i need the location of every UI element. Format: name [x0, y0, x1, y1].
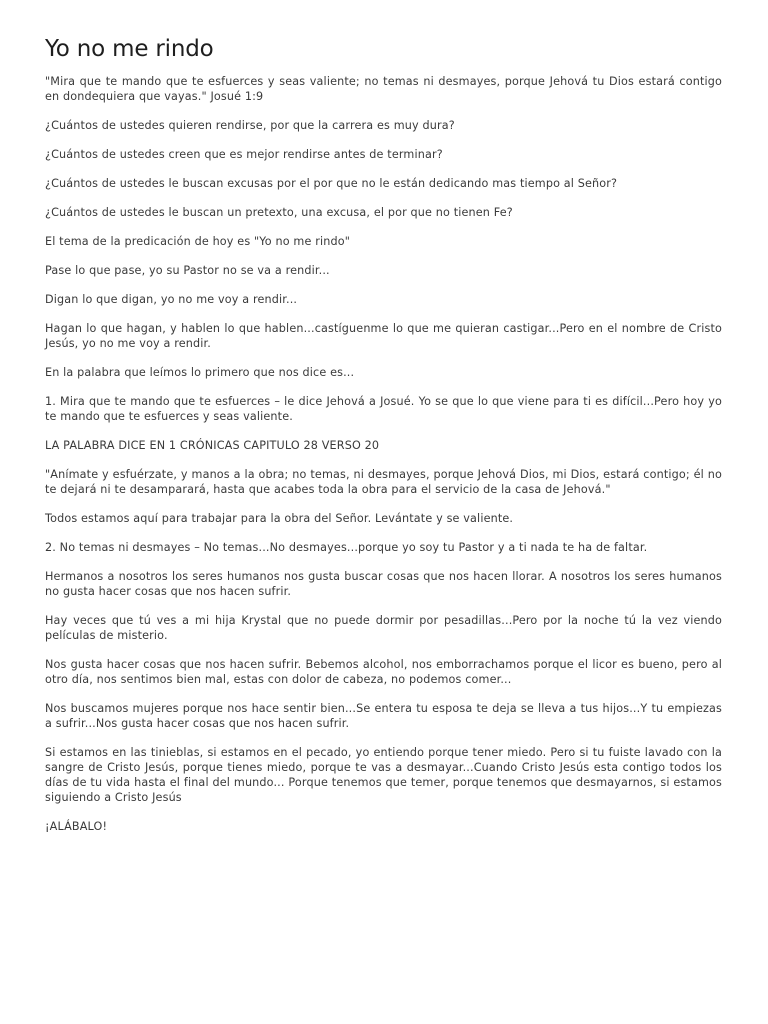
paragraph-question-4: ¿Cuántos de ustedes le buscan un pretexto, una excusa, el por que no tienen Fe?	[45, 206, 513, 219]
paragraph: Si estamos en las tinieblas, si estamos en el pecado, yo entiendo porque tener miedo. Pero si tu fuiste lavado con la sangre de Cristo Jesús, porque tienes miedo, porque te vas a desmayar...Cuando Cristo Jesús esta contigo todos los días de tu vida hasta el final del mundo... Porque tenemos que temer, porque tenemos que desmayarnos, si estamos siguiendo a Cristo Jesús	[45, 746, 722, 804]
paragraph-theme: El tema de la predicación de hoy es "Yo no me rindo"	[45, 235, 351, 248]
paragraph-scripture-quote: "Anímate y esfuérzate, y manos a la obra; no temas, ni desmayes, porque Jehová Dios, mi Dios, estará contigo; él no te dejará ni te desamparará, hasta que acabes toda la obra para el servicio de la casa de Jehová."	[45, 468, 722, 496]
paragraph: En la palabra que leímos lo primero que nos dice es...	[45, 366, 355, 379]
paragraph-question-1: ¿Cuántos de ustedes quieren rendirse, por que la carrera es muy dura?	[45, 119, 455, 132]
paragraph: Digan lo que digan, yo no me voy a rendir...	[45, 293, 298, 306]
paragraph-point-1: 1. Mira que te mando que te esfuerces – le dice Jehová a Josué. Yo se que lo que viene para ti es difícil...Pero hoy yo te mando que te esfuerces y seas valiente.	[45, 395, 722, 423]
paragraph-question-3: ¿Cuántos de ustedes le buscan excusas por el por que no le están dedicando mas tiempo al Señor?	[45, 177, 618, 190]
paragraph: Hay veces que tú ves a mi hija Krystal que no puede dormir por pesadillas...Pero por la noche tú la vez viendo películas de misterio.	[45, 614, 722, 642]
paragraph-scripture-reference: LA PALABRA DICE EN 1 CRÓNICAS CAPITULO 28 VERSO 20	[45, 439, 380, 452]
paragraph: Nos gusta hacer cosas que nos hacen sufrir. Bebemos alcohol, nos emborrachamos porque el licor es bueno, pero al otro día, nos sentimos bien mal, estas con dolor de cabeza, no podemos comer...	[45, 658, 722, 686]
paragraph-point-2: 2. No temas ni desmayes – No temas...No desmayes...porque yo soy tu Pastor y a ti nada te ha de faltar.	[45, 541, 648, 554]
paragraph: Hagan lo que hagan, y hablen lo que hablen...castíguenme lo que me quieran castigar...Pero en el nombre de Cristo Jesús, yo no me voy a rendir.	[45, 322, 722, 350]
paragraph: Nos buscamos mujeres porque nos hace sentir bien...Se entera tu esposa te deja se lleva a tus hijos...Y tu empiezas a sufrir...Nos gusta hacer cosas que nos hacen sufrir.	[45, 702, 722, 730]
paragraph-question-2: ¿Cuántos de ustedes creen que es mejor rendirse antes de terminar?	[45, 148, 443, 161]
paragraph-closing-exclamation: ¡ALÁBALO!	[45, 820, 108, 833]
document-title: Yo no me rindo	[45, 36, 214, 62]
paragraph-opening-verse: "Mira que te mando que te esfuerces y seas valiente; no temas ni desmayes, porque Jehová tu Dios estará contigo en dondequiera que vayas." Josué 1:9	[45, 75, 722, 103]
paragraph: Pase lo que pase, yo su Pastor no se va a rendir...	[45, 264, 330, 277]
paragraph: Todos estamos aquí para trabajar para la obra del Señor. Levántate y se valiente.	[45, 512, 514, 525]
document-page	[45, 34, 722, 834]
paragraph: Hermanos a nosotros los seres humanos nos gusta buscar cosas que nos hacen llorar. A nosotros los seres humanos no gusta hacer cosas que nos hacen sufrir.	[45, 570, 722, 598]
